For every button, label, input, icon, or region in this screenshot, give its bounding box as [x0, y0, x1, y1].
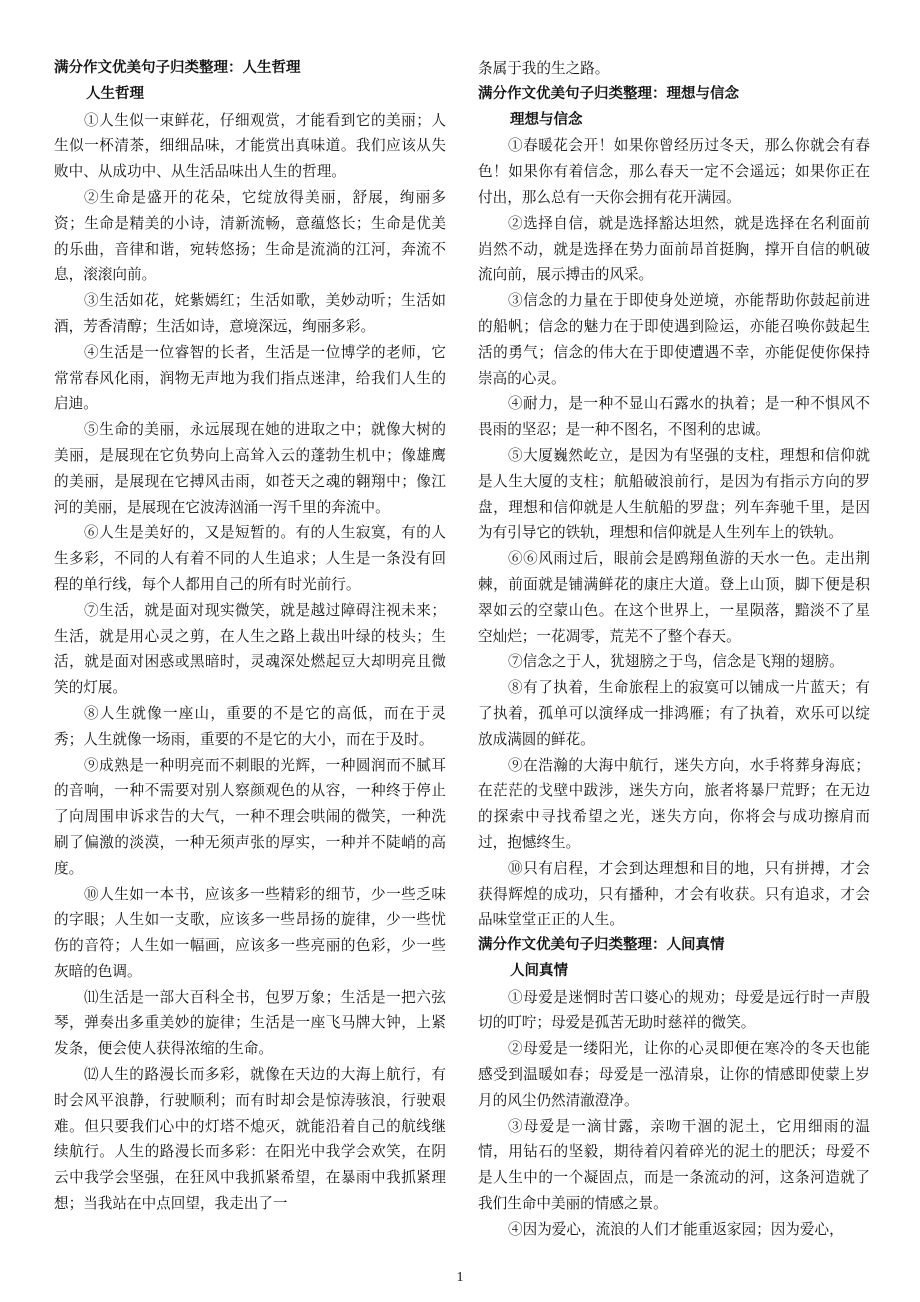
paragraph: ⑦生活，就是面对现实微笑，就是越过障碍注视未来；生活，就是用心灵之剪，在人生之路上裁出叶绿的枝头；生活，就是面对困惑或黑暗时，灵魂深处燃起豆大却明亮且微笑的灯展。 — [54, 601, 446, 697]
section-subtitle-life-philosophy: 人生哲理 — [86, 85, 144, 102]
paragraph: ②选择自信，就是选择豁达坦然，就是选择在名利面前岿然不动，就是选择在势力面前昂首挺胸，撑开自信的帆破流向前，展示搏击的风采。 — [478, 214, 870, 284]
paragraph: ④生活是一位睿智的长者，生活是一位博学的老师，它常常春风化雨，润物无声地为我们指点迷津，给我们人生的启迪。 — [54, 343, 446, 413]
paragraph: ⑦信念之于人，犹翅膀之于鸟，信念是飞翔的翅膀。 — [508, 653, 844, 671]
paragraph: ⑨成熟是一种明亮而不刺眼的光辉，一种圆润而不腻耳的音响，一种不需要对别人察颜观色的从容，一种终于停止了向周围申诉求告的大气，一种不理会哄闹的微笑，一种洗刷了偏激的淡漠，一种无须声张的厚实，一种并不陡峭的高度。 — [54, 756, 446, 877]
paragraph: ③母爱是一滴甘露，亲吻干涸的泥土，它用细雨的温情，用钻石的坚毅，期待着闪着碎光的泥土的肥沃；母爱不是人生中的一个凝固点，而是一条流动的河，这条河造就了我们生命中美丽的情感之景。 — [478, 1117, 870, 1213]
paragraph: ③信念的力量在于即使身处逆境，亦能帮助你鼓起前进的船帆；信念的魅力在于即使遇到险运，亦能召唤你鼓起生活的勇气；信念的伟大在于即使遭遇不幸，亦能促使你保持崇高的心灵。 — [478, 292, 870, 387]
paragraph: ⑾生活是一部大百科全书，包罗万象；生活是一把六弦琴，弹奏出多重美妙的旋律；生活是一座飞马牌大钟，上紧发条，便会使人获得浓缩的生命。 — [54, 988, 446, 1058]
paragraph: ①母爱是迷惘时苦口婆心的规劝；母爱是远行时一声殷切的叮咛；母爱是孤苦无助时慈祥的微笑。 — [478, 988, 870, 1032]
paragraph: ④耐力，是一种不显山石露水的执着；是一种不惧风不畏雨的坚忍；是一种不图名，不图利的忠诚。 — [478, 395, 870, 439]
paragraph: ③生活如花，姹紫嫣红；生活如歌，美妙动听；生活如酒，芳香清醇；生活如诗，意境深远，绚丽多彩。 — [54, 292, 446, 335]
section-subtitle-true-love: 人间真情 — [510, 962, 568, 979]
paragraph: ①人生似一束鲜花，仔细观赏，才能看到它的美丽；人生似一杯清茶，细细品味，才能赏出真味道。我们应该从失败中、从成功中、从生活品味出人生的哲理。 — [54, 111, 446, 181]
paragraph: ①春暖花会开！如果你曾经历过冬天，那么你就会有春色！如果你有着信念，那么春天一定不会遥远；如果你正在付出，那么总有一天你会拥有花开满园。 — [478, 137, 870, 206]
paragraph: ⑩人生如一本书，应该多一些精彩的细节，少一些乏味的字眼；人生如一支歌，应该多一些昂扬的旋律，少一些忧伤的音符；人生如一幅画，应该多一些亮丽的色彩，少一些灰暗的色调。 — [54, 885, 446, 980]
section-subtitle-ideals: 理想与信念 — [510, 111, 583, 128]
paragraph: ⑨在浩瀚的大海中航行，迷失方向，水手将葬身海底；在茫茫的戈壁中跋涉，迷失方向，旅者将暴尸荒野；在无边的探索中寻找希望之光，迷失方向，你将会与成功擦肩而过，抱憾终生。 — [478, 756, 870, 851]
right-column — [478, 56, 870, 1243]
section-title-true-love: 满分作文优美句子归类整理：人间真情 — [478, 937, 725, 954]
paragraph-continuation: 条属于我的生之路。 — [478, 60, 610, 77]
paragraph: ⑤生命的美丽，永远展现在她的进取之中；就像大树的美丽，是展现在它负势向上高耸入云的蓬勃生机中；像雄鹰的美丽，是展现在它搏风击雨，如苍天之魂的翱翔中；像江河的美丽，是展现在它波涛汹涌一泻千里的奔流中。 — [54, 421, 446, 516]
paragraph: ⑧人生就像一座山，重要的不是它的高低，而在于灵秀；人生就像一场雨，重要的不是它的大小，而在于及时。 — [54, 704, 446, 748]
paragraph: ④因为爱心，流浪的人们才能重返家园；因为爱心， — [508, 1220, 844, 1238]
page-number: 1 — [456, 1270, 464, 1285]
paragraph: ⑥⑥风雨过后，眼前会是鸥翔鱼游的天水一色。走出荆棘，前面就是铺满鲜花的康庄大道。登上山顶，脚下便是积翠如云的空蒙山色。在这个世界上，一星陨落，黯淡不了星空灿烂；一花凋零，荒芜不了整个春天。 — [478, 550, 870, 645]
section-title-life-philosophy: 满分作文优美句子归类整理：人生哲理 — [54, 60, 301, 76]
paragraph: ②母爱是一缕阳光，让你的心灵即便在寒冷的冬天也能感受到温暖如春；母爱是一泓清泉，让你的情感即使蒙上岁月的风尘仍然清澈澄净。 — [478, 1040, 870, 1109]
paragraph: ②生命是盛开的花朵，它绽放得美丽，舒展，绚丽多资；生命是精美的小诗，清新流畅，意蕴悠长；生命是优美的乐曲，音律和谐，宛转悠扬；生命是流淌的江河，奔流不息，滚滚向前。 — [54, 188, 446, 284]
left-column — [54, 56, 446, 1217]
paragraph: ⑤大厦巍然屹立，是因为有坚强的支柱，理想和信仰就是人生大厦的支柱；航船破浪前行，是因为有指示方向的罗盘，理想和信仰就是人生航船的罗盘；列车奔驰千里，是因为有引导它的铁轨，理想和信仰就是人生列车上的铁轨。 — [478, 446, 870, 542]
paragraph: ⑩只有启程，才会到达理想和目的地，只有拼搏，才会获得辉煌的成功，只有播种，才会有收获。只有追求，才会品味堂堂正正的人生。 — [478, 859, 870, 929]
paragraph: ⑧有了执着，生命旅程上的寂寞可以铺成一片蓝天；有了执着，孤单可以演绎成一排鸿雁；有了执着，欢乐可以绽放成满圆的鲜花。 — [478, 679, 870, 748]
paragraph: ⑿人生的路漫长而多彩，就像在天边的大海上航行，有时会风平浪静，行驶顺利；而有时却会是惊涛骇浪，行驶艰难。但只要我们心中的灯塔不熄灭，就能沿着自己的航线继续航行。人生的路漫长而多彩：在阳光中我学会欢笑，在阴云中我学会坚强，在狂风中我抓紧希望，在暴雨中我抓紧理想；当我站在中点回望，我走出了一 — [54, 1066, 446, 1213]
paragraph: ⑥人生是美好的，又是短暂的。有的人生寂寞，有的人生多彩，不同的人有着不同的人生追求；人生是一条没有回程的单行线，每个人都用自己的所有时光前行。 — [54, 524, 446, 593]
section-title-ideals: 满分作文优美句子归类整理：理想与信念 — [478, 85, 739, 102]
